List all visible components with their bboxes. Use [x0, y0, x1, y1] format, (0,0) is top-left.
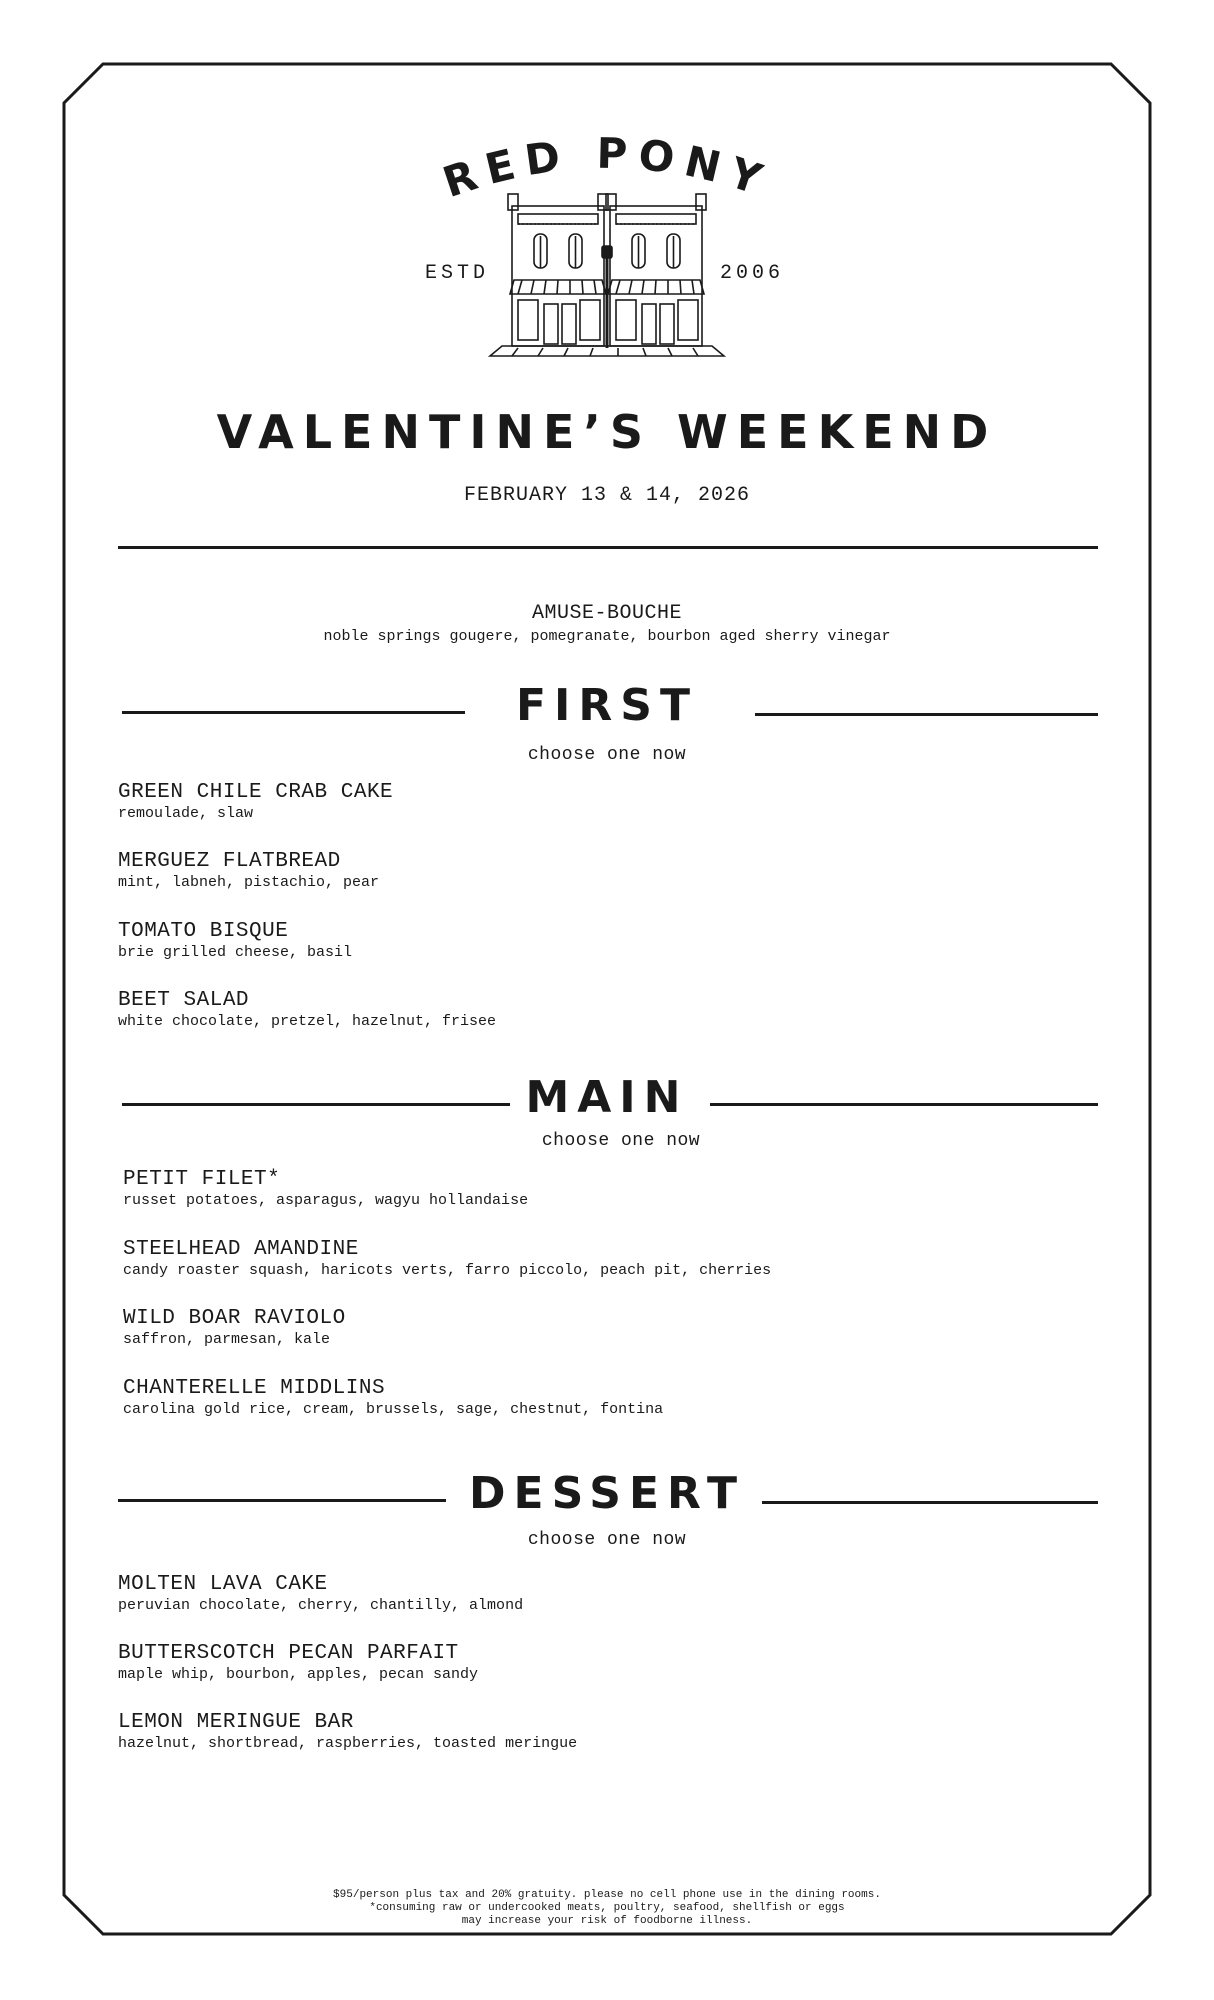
item-name: GREEN CHILE CRAB CAKE [118, 781, 394, 804]
section-subtitle-first: choose one now [527, 745, 687, 765]
item-description: brie grilled cheese, basil [118, 944, 353, 961]
menu-item [118, 1642, 478, 1684]
item-name: MERGUEZ FLATBREAD [118, 850, 341, 873]
menu-item [118, 989, 496, 1031]
established-label [425, 262, 489, 285]
item-name: CHANTERELLE MIDDLINS [123, 1377, 386, 1400]
event-title: VALENTINE’S WEEKEND [216, 405, 998, 459]
item-description: peruvian chocolate, cherry, chantilly, almond [118, 1597, 524, 1614]
item-description: carolina gold rice, cream, brussels, sage, chestnut, fontina [123, 1401, 664, 1418]
section-title-dessert: DESSERT [469, 1468, 745, 1519]
menu-item [123, 1377, 663, 1419]
established-year: 2006 [720, 262, 785, 285]
menu-item [123, 1168, 528, 1210]
menu-item [118, 781, 393, 823]
amuse-title: AMUSE-BOUCHE [531, 602, 683, 625]
section-title-first: FIRST [515, 680, 698, 731]
item-description: russet potatoes, asparagus, wagyu hollandaise [123, 1192, 529, 1209]
item-description: saffron, parmesan, kale [123, 1331, 331, 1348]
established-text: ESTD [425, 262, 490, 285]
footer-pricing: $95/person plus tax and 20% gratuity. please no cell phone use in the dining rooms. [333, 1889, 881, 1901]
item-name: PETIT FILET* [123, 1168, 281, 1191]
menu-item [123, 1307, 346, 1349]
storefront-illustration [488, 188, 726, 360]
event-date: FEBRUARY 13 & 14, 2026 [463, 484, 751, 507]
item-description: hazelnut, shortbread, raspberries, toasted meringue [118, 1735, 578, 1752]
section-subtitle-dessert: choose one now [527, 1530, 687, 1550]
amuse-description: noble springs gougere, pomegranate, bourbon aged sherry vinegar [323, 628, 891, 645]
section-title-main: MAIN [525, 1072, 689, 1123]
restaurant-name: RED PONY [436, 128, 778, 208]
footer-disclaimer: *consuming raw or undercooked meats, poultry, seafood, shellfish or eggs [369, 1902, 845, 1914]
item-description: maple whip, bourbon, apples, pecan sandy [118, 1666, 479, 1683]
menu-item [118, 1711, 577, 1753]
header-divider [118, 546, 1098, 549]
item-name: STEELHEAD AMANDINE [123, 1238, 359, 1261]
menu-item [123, 1238, 771, 1280]
item-description: remoulade, slaw [118, 805, 254, 822]
section-subtitle-main: choose one now [541, 1131, 701, 1151]
item-description: white chocolate, pretzel, hazelnut, frisee [118, 1013, 497, 1030]
menu-item [118, 1573, 523, 1615]
item-name: BUTTERSCOTCH PECAN PARFAIT [118, 1642, 459, 1665]
footer-disclaimer-cont: may increase your risk of foodborne illness. [461, 1915, 753, 1927]
item-name: MOLTEN LAVA CAKE [118, 1573, 328, 1596]
item-name: TOMATO BISQUE [118, 920, 289, 943]
item-description: candy roaster squash, haricots verts, farro piccolo, peach pit, cherries [123, 1262, 772, 1279]
item-description: mint, labneh, pistachio, pear [118, 874, 380, 891]
item-name: BEET SALAD [118, 989, 250, 1012]
menu-item [118, 920, 352, 962]
item-name: LEMON MERINGUE BAR [118, 1711, 354, 1734]
menu-item [118, 850, 379, 892]
item-name: WILD BOAR RAVIOLO [123, 1307, 346, 1330]
